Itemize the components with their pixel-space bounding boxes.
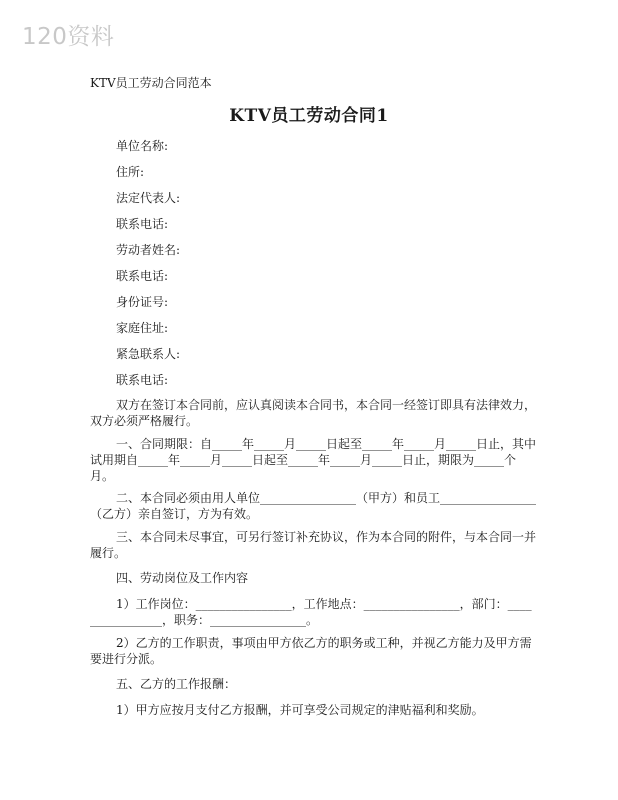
paragraph-preamble: 双方在签订本合同前，应认真阅读本合同书，本合同一经签订即具有法律效力，双方必须严格履行。 xyxy=(90,398,537,428)
paragraph-job-duties: 2）乙方的工作职责，事项由甲方依乙方的职务或工种，并视乙方能力及甲方需要进行分派。 xyxy=(90,636,532,666)
field-legal-representative: 法定代表人: xyxy=(116,191,181,205)
watermark: 120资料 xyxy=(22,24,115,50)
document-title: KTV员工劳动合同1 xyxy=(229,106,389,126)
paragraph-job-position: 1）工作岗位：________________，工作地点：________________，部门：________________，职务：________________。 xyxy=(90,597,532,627)
document-header: KTV员工劳动合同范本 xyxy=(90,76,212,90)
field-home-address: 家庭住址: xyxy=(116,321,169,335)
section-heading-pay: 五、乙方的工作报酬： xyxy=(116,677,237,691)
field-emergency-contact: 紧急联系人: xyxy=(116,347,181,361)
field-emergency-phone: 联系电话: xyxy=(116,373,169,387)
field-employee-name: 劳动者姓名: xyxy=(116,243,181,257)
paragraph-supplementary: 三、本合同未尽事宜，可另行签订补充协议，作为本合同的附件，与本合同一并履行。 xyxy=(90,530,537,560)
section-heading-job: 四、劳动岗位及工作内容 xyxy=(116,571,249,585)
paragraph-contract-term: 一、合同期限：自_____年_____月_____日起至_____年_____月_____日止，其中试用期自_____年_____月_____日起至_____年_____月_____日止，期限为_____个月。 xyxy=(90,437,537,483)
field-company-phone: 联系电话: xyxy=(116,217,169,231)
field-company-name: 单位名称: xyxy=(116,139,169,153)
field-id-number: 身份证号: xyxy=(116,295,169,309)
paragraph-pay: 1）甲方应按月支付乙方报酬，并可享受公司规定的津贴福利和奖励。 xyxy=(116,703,484,717)
field-employee-phone: 联系电话: xyxy=(116,269,169,283)
field-address: 住所: xyxy=(116,165,145,179)
paragraph-signing: 二、本合同必须由用人单位________________（甲方）和员工________________（乙方）亲自签订，方为有效。 xyxy=(90,491,537,521)
